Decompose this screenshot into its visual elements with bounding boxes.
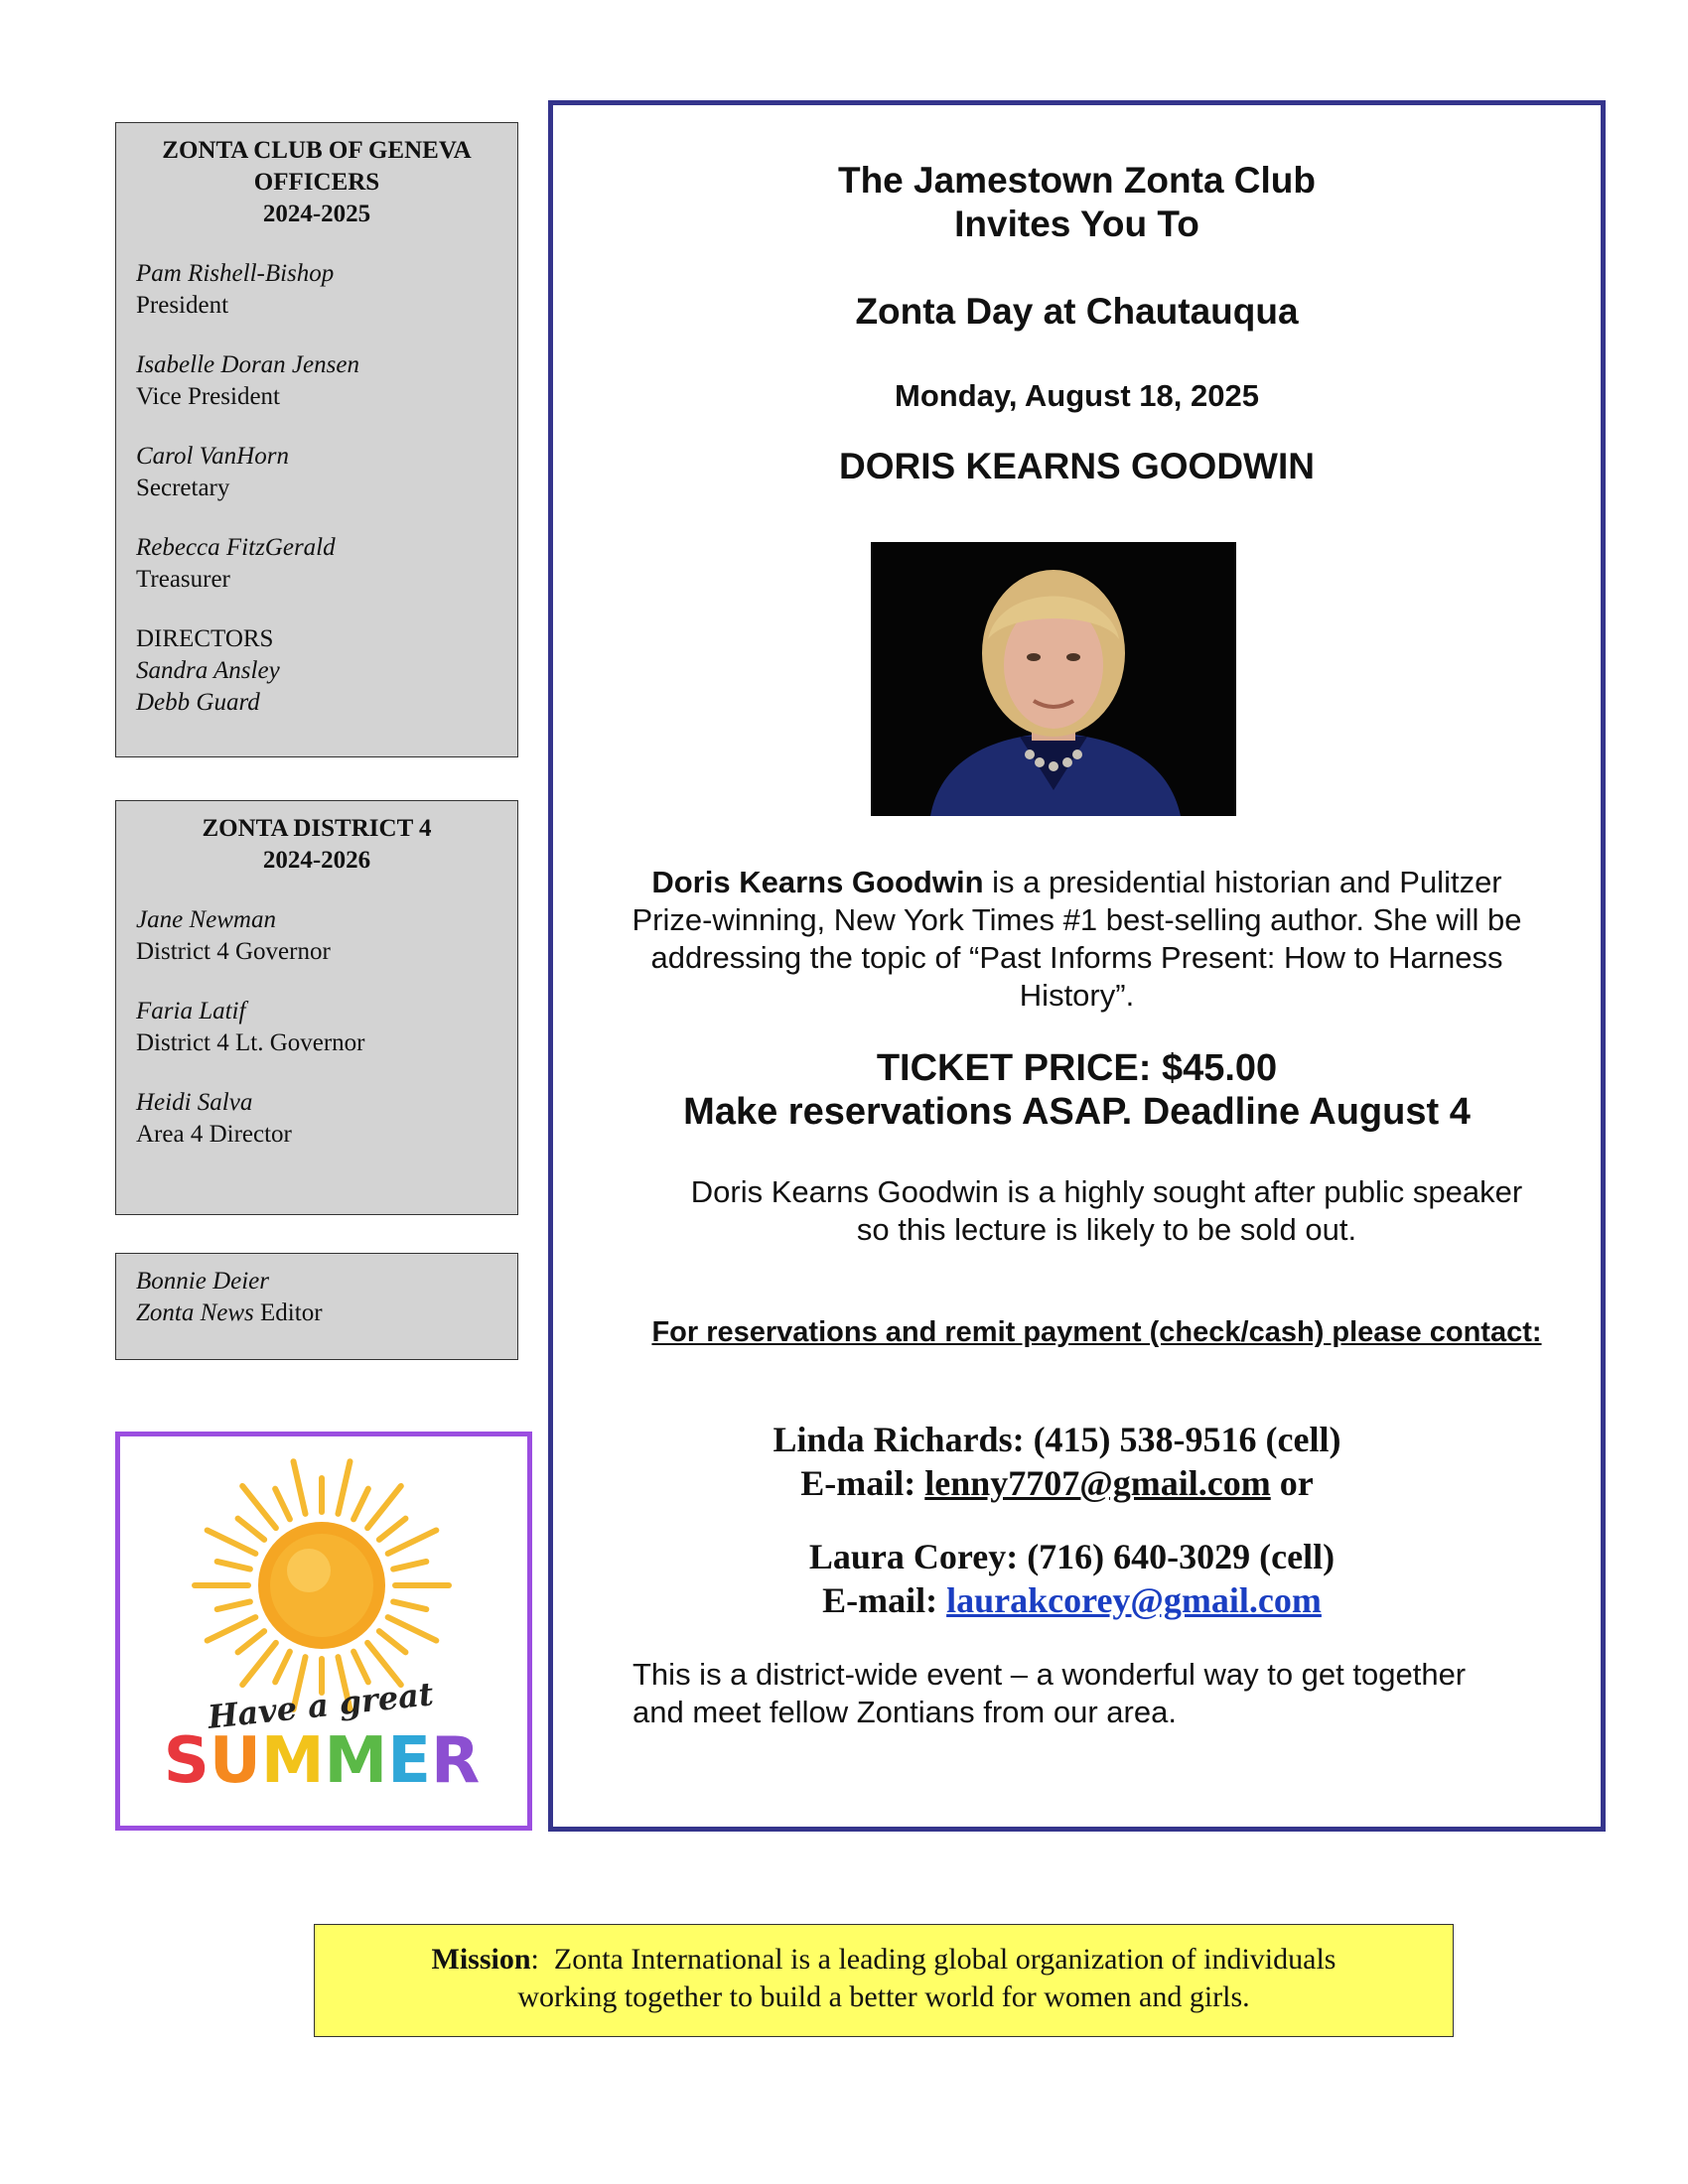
summer-letter: E — [387, 1724, 431, 1798]
officer-name: Carol VanHorn — [136, 443, 289, 470]
bio-paragraph: Doris Kearns Goodwin is a presidential historian and Pulitzer Prize-winning, New York Times #1 best-selling author. She will be addressing the topic of “Past Informs Present: How to Harness History”. — [632, 865, 1522, 1013]
contact2-email-link[interactable]: laurakcorey@gmail.com — [946, 1580, 1322, 1620]
sun-ray — [242, 1486, 276, 1528]
speaker-photo — [871, 542, 1236, 816]
officer-entry — [136, 441, 497, 504]
district-role: District 4 Governor — [136, 938, 331, 965]
officer-role: President — [136, 292, 229, 319]
mission-box: Mission: Zonta International is a leading global organization of individuals working together to build a better world for women and girls. — [314, 1924, 1454, 2037]
sun-ray — [393, 1601, 426, 1609]
speaker-name: DORIS KEARNS GOODWIN — [839, 446, 1315, 486]
sun-ray — [275, 1489, 290, 1520]
demand-note: Doris Kearns Goodwin is a highly sought after public speaker so this lecture is likely to be sold out. — [690, 1174, 1523, 1247]
director-name: Debb Guard — [136, 689, 260, 716]
summer-letter: R — [430, 1724, 481, 1798]
officer-name: Isabelle Doran Jensen — [136, 351, 359, 378]
sun-ray — [367, 1486, 401, 1528]
invite-line2: Invites You To — [954, 204, 1199, 244]
officer-name: Pam Rishell-Bishop — [136, 260, 335, 287]
officer-role: Secretary — [136, 475, 230, 501]
officer-entry — [136, 258, 497, 322]
sun-ray — [217, 1562, 250, 1570]
closing-note: This is a district-wide event – a wonderful way to get together and meet fellow Zontians from our area. — [633, 1657, 1467, 1729]
officer-name: Rebecca FitzGerald — [136, 534, 336, 561]
contact1-email-link[interactable]: lenny7707@gmail.com — [924, 1463, 1271, 1503]
district-entry — [136, 996, 497, 1059]
sun-ray — [294, 1461, 306, 1514]
summer-letter: M — [260, 1724, 325, 1798]
directors-label: DIRECTORS — [136, 625, 274, 652]
bio-name: Doris Kearns Goodwin — [651, 865, 984, 899]
district-name: Jane Newman — [136, 906, 276, 933]
directors-list — [136, 623, 497, 719]
mission-label: Mission — [431, 1943, 531, 1976]
district-name: Heidi Salva — [136, 1089, 253, 1116]
editor-box — [115, 1253, 518, 1360]
officers-heading: ZONTA CLUB OF GENEVA OFFICERS 2024-2025 — [162, 137, 472, 227]
contact2-phone: Laura Corey: (716) 640-3029 (cell) — [808, 1537, 1336, 1576]
event-date: Monday, August 18, 2025 — [895, 378, 1259, 413]
officers-box — [115, 122, 518, 757]
sun-ray — [242, 1643, 276, 1685]
contact-heading: For reservations and remit payment (check/cash) please contact: — [651, 1316, 1542, 1348]
summer-line2 — [164, 1724, 480, 1798]
district-entry — [136, 1087, 497, 1151]
summer-letter: M — [324, 1724, 388, 1798]
contact1-phone: Linda Richards: (415) 538-9516 (cell) — [773, 1420, 1341, 1459]
officer-role: Vice President — [136, 383, 280, 410]
sun-ray — [275, 1652, 290, 1683]
district-box — [115, 800, 518, 1215]
editor-role: Zonta News Editor — [136, 1299, 323, 1326]
sun-ray — [208, 1530, 256, 1553]
sun-ray — [353, 1652, 368, 1683]
sun-ray — [208, 1617, 256, 1640]
summer-graphic — [115, 1432, 532, 1831]
summer-letter: U — [209, 1724, 261, 1798]
invite-line1: The Jamestown Zonta Club — [837, 160, 1317, 201]
sun-ray — [238, 1519, 265, 1540]
sun-ray — [393, 1562, 426, 1570]
editor-name: Bonnie Deier — [136, 1268, 269, 1295]
district-name: Faria Latif — [136, 998, 246, 1024]
officer-role: Treasurer — [136, 566, 230, 593]
sun-ray — [388, 1617, 437, 1640]
sun-ray — [238, 1631, 265, 1652]
sun-ray — [338, 1461, 350, 1514]
sun-icon — [120, 1436, 527, 1826]
district-role: District 4 Lt. Governor — [136, 1029, 365, 1056]
summer-letter: S — [163, 1724, 210, 1798]
sun-ray — [217, 1601, 250, 1609]
officer-entry — [136, 349, 497, 413]
contact1-email-line: E-mail: lenny7707@gmail.com or — [800, 1463, 1314, 1503]
sun-ray — [379, 1631, 406, 1652]
sun-ray — [379, 1519, 406, 1540]
sun-ray — [388, 1530, 437, 1553]
ticket-price: TICKET PRICE: $45.00 — [876, 1047, 1278, 1089]
district-heading: ZONTA DISTRICT 4 2024-2026 — [202, 815, 432, 874]
district-role: Area 4 Director — [136, 1121, 292, 1148]
deadline: Make reservations ASAP. Deadline August 4 — [683, 1091, 1471, 1133]
contact2-email-line: E-mail: laurakcorey@gmail.com — [822, 1580, 1322, 1620]
event-panel — [548, 100, 1606, 1832]
director-name: Sandra Ansley — [136, 657, 280, 684]
event-title: Zonta Day at Chautauqua — [855, 291, 1299, 332]
officer-entry — [136, 532, 497, 596]
summer-line1: Have a great — [206, 1675, 436, 1736]
sun-ray — [353, 1489, 368, 1520]
district-entry — [136, 904, 497, 968]
